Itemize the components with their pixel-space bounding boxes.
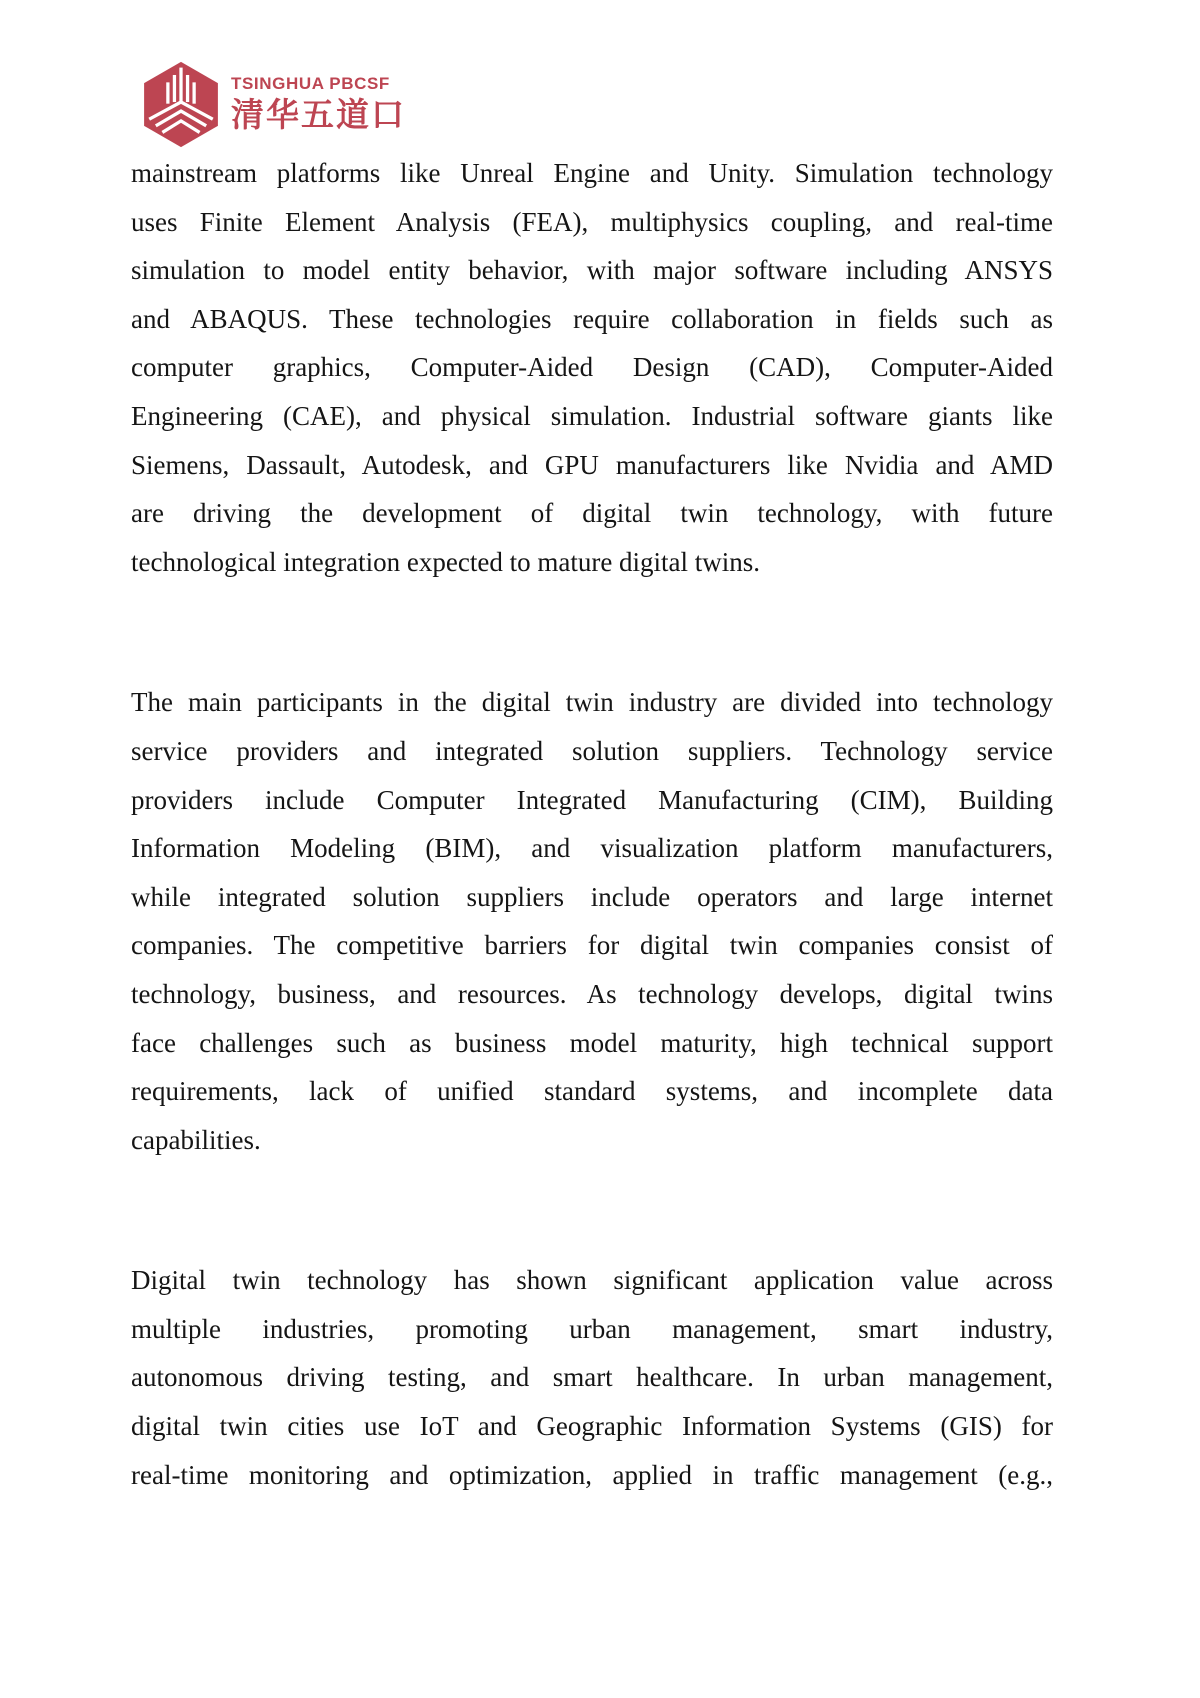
logo [140,61,406,148]
text-line: providers include Computer Integrated Manufacturing (CIM), Building [131,784,1053,815]
text-line: real-time monitoring and optimization, applied in traffic management (e.g., [131,1459,1053,1490]
text-line: The main participants in the digital twin industry are divided into technology [131,687,1053,718]
text-line: autonomous driving testing, and smart healthcare. In urban management, [131,1362,1053,1393]
text-line: technology, business, and resources. As technology develops, digital twins [131,978,1053,1009]
text-line: while integrated solution suppliers include operators and large internet [131,881,1053,912]
text-line: are driving the development of digital twin technology, with future [131,498,1053,529]
text-line: Digital twin technology has shown significant application value across [131,1265,1053,1296]
text-line: uses Finite Element Analysis (FEA), multiphysics coupling, and real-time [131,206,1053,237]
text-line: face challenges such as business model maturity, high technical support [131,1027,1053,1058]
logo-text-en: TSINGHUA PBCSF [231,74,390,93]
paragraph [131,678,1053,1164]
text-line: technological integration expected to mature digital twins. [131,546,761,577]
text-line: Engineering (CAE), and physical simulation. Industrial software giants like [131,400,1053,431]
logo-text [231,74,406,135]
text-line: Information Modeling (BIM), and visualization platform manufacturers, [131,833,1053,864]
text-line: service providers and integrated solution suppliers. Technology service [131,735,1053,766]
text-line: and ABAQUS. These technologies require collaboration in fields such as [131,303,1053,334]
logo-text-zh: 清华五道口 [231,96,406,133]
paragraph [131,1256,1053,1499]
text-line: capabilities. [131,1124,261,1155]
text-line: simulation to model entity behavior, with major software including ANSYS [131,255,1053,286]
tsinghua-pbcsf-hexagon-icon [140,61,222,148]
text-line: requirements, lack of unified standard systems, and incomplete data [131,1076,1053,1107]
text-line: companies. The competitive barriers for digital twin companies consist of [131,930,1053,961]
text-line: mainstream platforms like Unreal Engine and Unity. Simulation technology [131,158,1053,188]
document-body [131,149,1053,1499]
text-line: Siemens, Dassault, Autodesk, and GPU manufacturers like Nvidia and AMD [131,449,1053,480]
text-line: computer graphics, Computer-Aided Design (CAD), Computer-Aided [131,352,1053,383]
text-line: digital twin cities use IoT and Geographic Information Systems (GIS) for [131,1411,1053,1442]
text-line: multiple industries, promoting urban management, smart industry, [131,1313,1053,1344]
paragraph [131,149,1053,586]
